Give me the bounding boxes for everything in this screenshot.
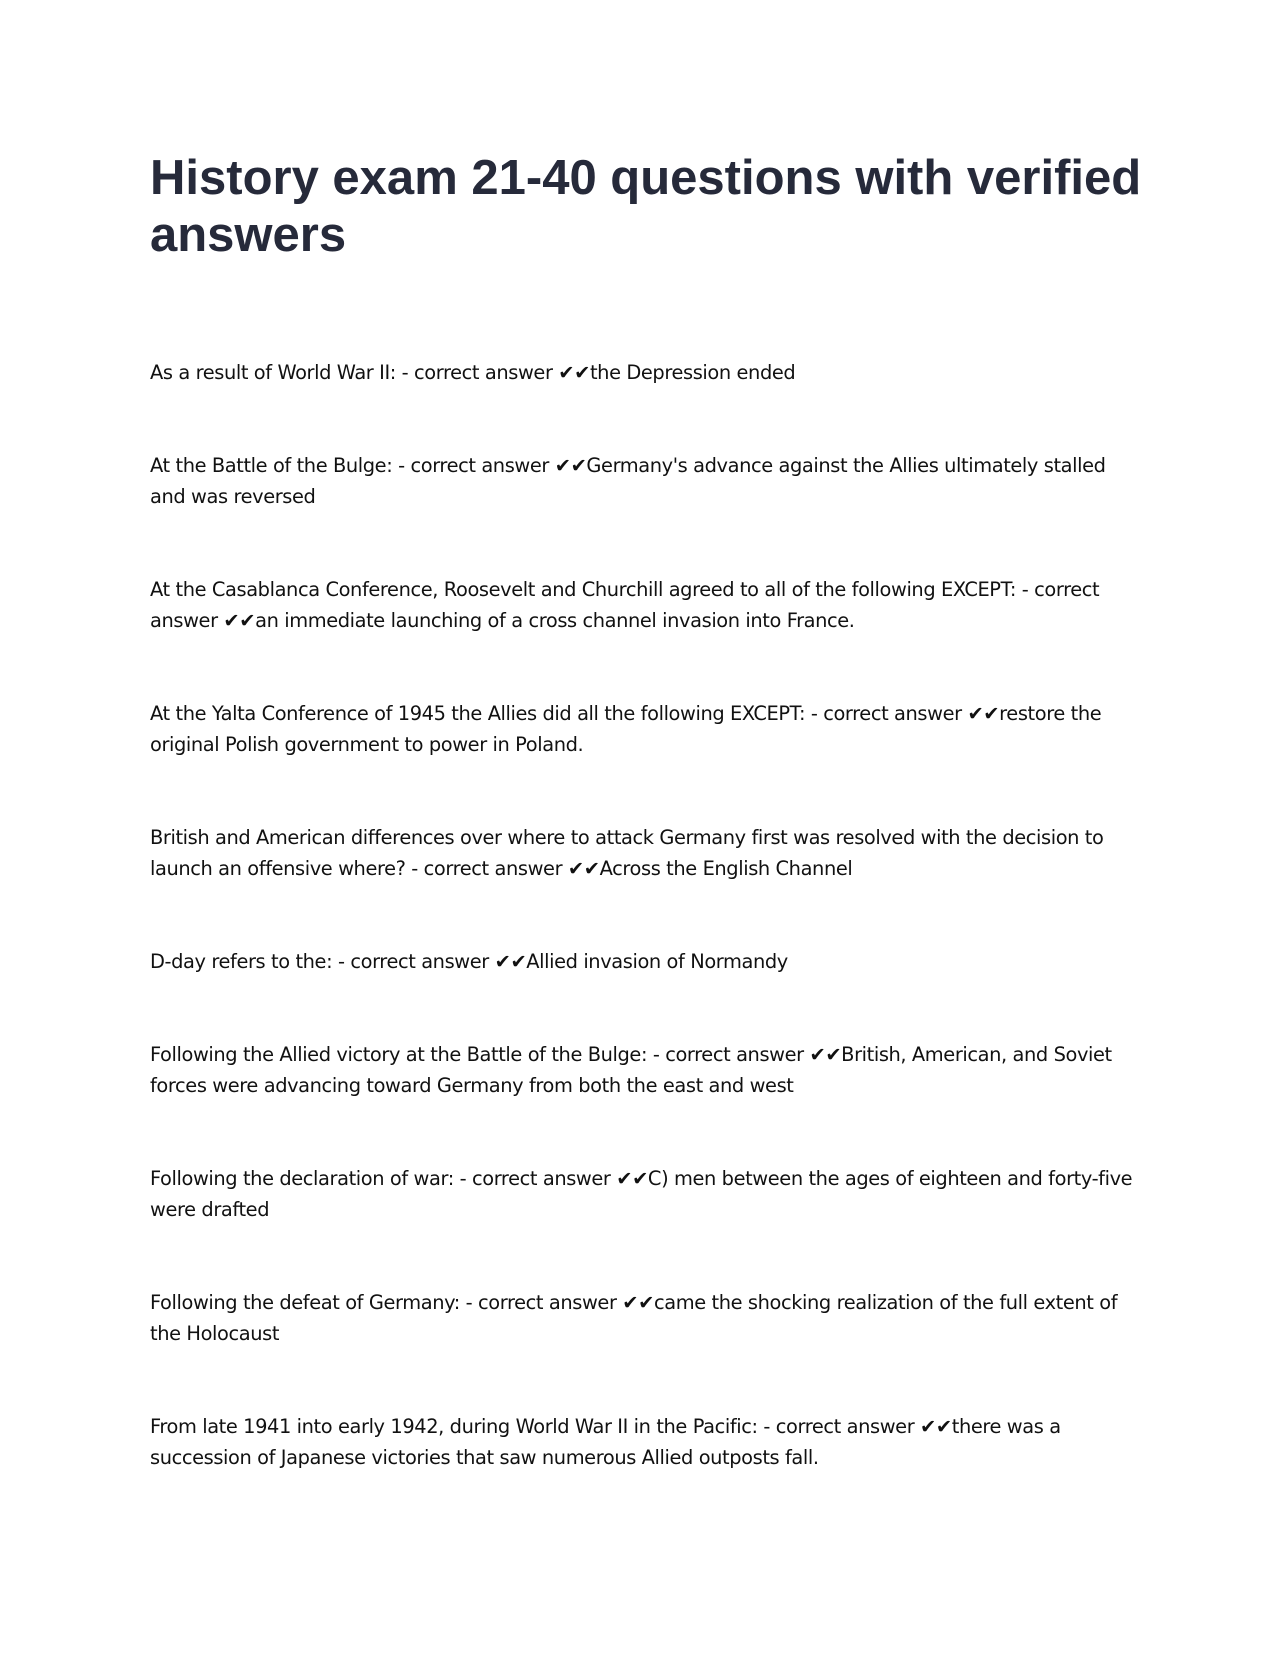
question-answer-item: At the Battle of the Bulge: - correct answer ✔✔Germany's advance against the Allies ultimately stalled and was reversed (150, 454, 1106, 508)
question-answer-list (150, 357, 1135, 1535)
question-answer-item: British and American differences over where to attack Germany first was resolved with the decision to launch an offensive where? - correct answer ✔✔Across the English Channel (150, 826, 1104, 880)
question-answer-item: Following the Allied victory at the Battle of the Bulge: - correct answer ✔✔British, American, and Soviet forces were advancing toward Germany from both the east and west (150, 1043, 1112, 1097)
question-answer-item: D-day refers to the: - correct answer ✔✔Allied invasion of Normandy (150, 950, 788, 973)
document-title: History exam 21-40 questions with verified answers (150, 151, 1142, 262)
question-answer-item: At the Casablanca Conference, Roosevelt and Churchill agreed to all of the following EXCEPT: - correct answer ✔✔an immediate launching of a cross channel invasion into France. (150, 578, 1100, 632)
question-answer-item: Following the declaration of war: - correct answer ✔✔C) men between the ages of eighteen and forty-five were drafted (150, 1167, 1133, 1221)
question-answer-item: At the Yalta Conference of 1945 the Allies did all the following EXCEPT: - correct answer ✔✔restore the original Polish government to power in Poland. (150, 702, 1102, 756)
question-answer-item: Following the defeat of Germany: - correct answer ✔✔came the shocking realization of the full extent of the Holocaust (150, 1291, 1118, 1345)
question-answer-item: From late 1941 into early 1942, during World War II in the Pacific: - correct answer ✔✔there was a succession of Japanese victories that saw numerous Allied outposts fall. (150, 1415, 1061, 1469)
question-answer-item: As a result of World War II: - correct answer ✔✔the Depression ended (150, 361, 796, 384)
